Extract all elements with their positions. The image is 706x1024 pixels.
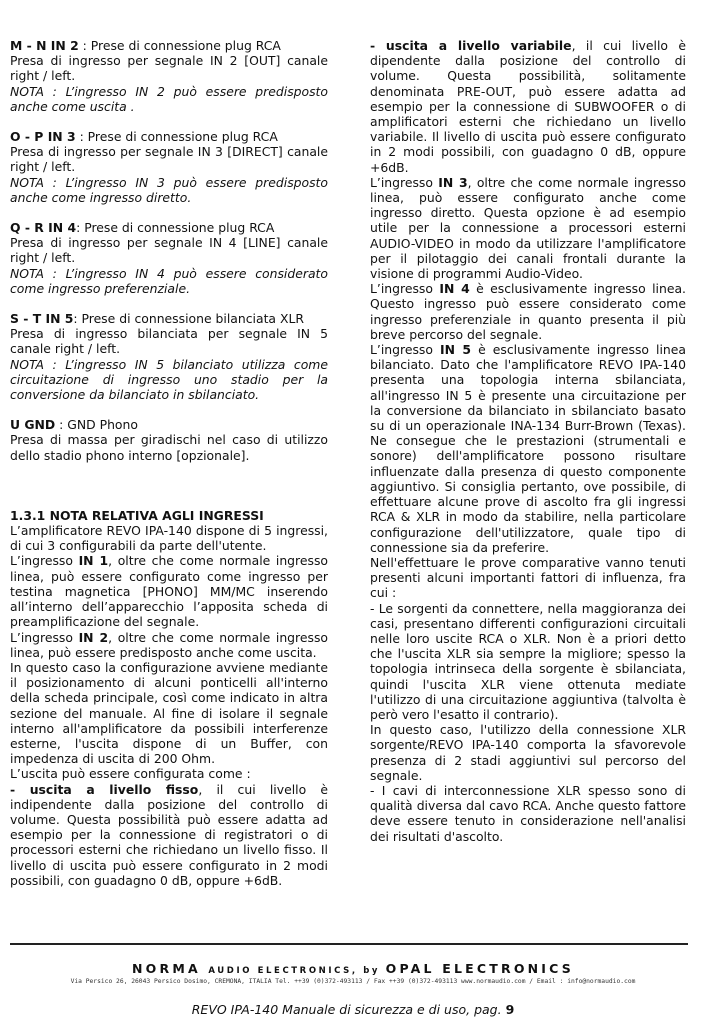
paragraph-in3 xyxy=(370,175,686,281)
paragraph-compare: Nell'effettuare le prove comparative vanno tenuti presenti alcuni importanti fattori di influenza, fra cui : xyxy=(370,554,686,601)
text-run: L’ingresso xyxy=(10,553,79,569)
text-run: L’ingresso xyxy=(370,281,440,297)
connector-heading: : Prese di connessione plug RCA xyxy=(78,38,281,53)
connector-mn xyxy=(10,38,328,53)
brand-opal: OPAL ELECTRONICS xyxy=(385,961,574,976)
connector-qr xyxy=(10,220,328,235)
connector-note: NOTA : L’ingresso IN 2 può essere predisposto anche come uscita . xyxy=(10,83,328,114)
text-run: , oltre che come normale ingresso linea, può essere configurato come ingresso per testina magnetica [PHONO] MM/MC inserendo all’interno dell’apparecchio l’apposita scheda di preamplificazione del segnale. xyxy=(10,553,328,630)
text-run: è esclusivamente ingresso linea. Questo ingresso può essere considerato come ingresso preferenziale in quanto presenta il più breve percorso del segnale. xyxy=(370,281,686,342)
connector-code: S - T IN 5 xyxy=(10,311,74,327)
connector-note: NOTA : L’ingresso IN 4 può essere considerato come ingresso preferenziale. xyxy=(10,265,328,296)
connector-st xyxy=(10,311,328,326)
paragraph-bullet-cables: - I cavi di interconnessione XLR spesso sono di qualità diversa dal cavo RCA. Anche questo fattore deve essere tenuto in considerazione nell'analisi dei risultati d'ascolto. xyxy=(370,782,686,844)
connector-text: Presa di ingresso per segnale IN 3 [DIRECT] canale right / left. xyxy=(10,144,328,175)
right-column xyxy=(370,38,686,844)
left-column xyxy=(10,38,328,888)
output-mode-label: - uscita a livello fisso xyxy=(10,781,199,797)
brand-norma: NORMA xyxy=(132,961,209,976)
footer-address: Via Persico 26, 26043 Persico Dosimo, CREMONA, ITALIA Tel. ++39 (0)372-493113 / Fax ++39 (0)372-493113 www.normaudio.com / Email : info@normaudio.com xyxy=(70,978,636,985)
input-label: IN 2 xyxy=(78,629,109,645)
text-run: , il cui livello è dipendente dalla posizione del controllo di volume. Questa possibilità, solitamente denominata PRE-OUT, può essere adatta ad esempio per la connessione di SUBWOOFER o di amplificatori esterni che richiedano un livello variabile. Il livello di uscita può essere configurato in 2 modi possibili, con guadagno 0 dB, oppure +6dB. xyxy=(370,38,686,175)
paragraph-xlr-case: In questo caso, l'utilizzo della connessione XLR sorgente/REVO IPA-140 comporta la sfavorevole presenza di 2 stadi aggiuntivi sul percorso del segnale. xyxy=(370,722,686,783)
connector-code: O - P IN 3 xyxy=(10,129,76,145)
text-run: , oltre che come normale ingresso linea, può essere predisposto anche come uscita. xyxy=(10,629,328,660)
connector-text: Presa di ingresso per segnale IN 4 [LINE] canale right / left. xyxy=(10,235,328,266)
connector-heading: : Prese di connessione bilanciata XLR xyxy=(73,311,304,327)
connector-code: M - N IN 2 xyxy=(10,38,79,53)
paragraph-in4 xyxy=(370,281,686,342)
text-run: L’ingresso xyxy=(10,629,79,645)
paragraph-bullet-sources: - Le sorgenti da connettere, nella maggioranza dei casi, presentano differenti configurazioni circuitali nelle loro uscite RCA o XLR. Non è a priori detto che l'uscita XLR sia sempre la migliore; spesso la topologia intrinseca della sorgente è sbilanciata, quindi l'uscita XLR viene ottenuta mediate l'utilizzo di una circuitazione aggiuntiva (talvolta è però vero l'esatto il contrario). xyxy=(370,600,686,722)
connector-heading: : Prese di connessione plug RCA xyxy=(76,220,275,236)
connector-heading: : Prese di connessione plug RCA xyxy=(75,129,278,145)
text-run: L’ingresso xyxy=(370,342,440,358)
text-run: L’ingresso xyxy=(370,174,439,190)
paragraph-in2 xyxy=(10,630,328,660)
footer-brand xyxy=(0,961,706,976)
input-label: IN 3 xyxy=(438,174,468,190)
text-run: , oltre che come normale ingresso linea, può essere configurato anche come ingresso diretto. Questa opzione è ad esempio utile per la connessione a processori esterni AUDIO-VIDEO in modo da utilizzare l'amplificatore per il pilotaggio dei canali frontali durante la visione di programmi Audio-Video. xyxy=(370,174,686,282)
page-number: 9 xyxy=(505,1002,515,1017)
section-title: 1.3.1 NOTA RELATIVA AGLI INGRESSI xyxy=(10,507,264,523)
paragraph-intro: L’amplificatore REVO IPA-140 dispone di 5 ingressi, di cui 3 configurabili da parte dell'utente. xyxy=(10,523,328,554)
footer-page-line xyxy=(0,1002,706,1017)
text-run: è esclusivamente ingresso linea bilanciato. Dato che l'amplificatore REVO IPA-140 presenta una topologia interna sbilanciata, all'ingresso IN 5 è presente una circuitazione per la conversione da bilanciato in sbilanciato basato su di un operazionale INA-134 Burr-Brown (Texas). Ne consegue che le prestazioni (strumentali e sonore) dell'amplificatore possono risultare influenzate dalla presenza di questo componente aggiuntivo. Si consiglia pertanto, ove possibile, di effettuare alcune prove di ascolto fra gli ingressi RCA & XLR in modo da stabilire, nella particolare configurazione dell'utilizzatore, quale tipo di connessione sia da preferire. xyxy=(370,342,686,555)
output-mode-label: - uscita a livello variabile xyxy=(370,38,572,53)
paragraph-in1 xyxy=(10,553,328,629)
manual-title: REVO IPA-140 Manuale di sicurezza e di uso, pag. xyxy=(191,1002,506,1017)
connector-text: Presa di ingresso bilanciata per segnale IN 5 canale right / left. xyxy=(10,326,328,357)
text-run: , il cui livello è indipendente dalla posizione del controllo di volume. Questa possibilità può essere adatta ad esempio per la connessione di registratori o di processori esterni che richiedano un livello fisso. Il livello di uscita può essere configurato in 2 modi possibili, con guadagno 0 dB, oppure +6dB. xyxy=(10,781,328,888)
brand-audio-electronics: AUDIO ELECTRONICS, by xyxy=(208,966,386,976)
paragraph-in5 xyxy=(370,342,686,555)
connector-heading: : GND Phono xyxy=(55,417,138,433)
connector-code: U GND xyxy=(10,417,56,433)
input-label: IN 1 xyxy=(78,553,109,569)
connector-text: Presa di massa per giradischi nel caso di utilizzo dello stadio phono interno [opzionale]. xyxy=(10,432,328,463)
input-label: IN 4 xyxy=(439,281,470,297)
connector-text: Presa di ingresso per segnale IN 2 [OUT] canale right / left. xyxy=(10,53,328,84)
connector-note: NOTA : L’ingresso IN 5 bilanciato utilizza come circuitazione di ingresso uno stadio per la conversione da bilanciato in sbilanciato. xyxy=(10,356,328,403)
input-label: IN 5 xyxy=(440,342,472,358)
paragraph-output-config: L’uscita può essere configurata come : xyxy=(10,766,251,782)
footer-divider xyxy=(10,943,688,945)
paragraph-in2-config: In questo caso la configurazione avviene mediante il posizionamento di alcuni ponticelli all'interno della scheda principale, così come indicato in altra sezione del manuale. Al fine di isolare il segnale interno all'amplificatore da possibili interferenze esterne, l'uscita dispone di un Buffer, con impedenza di uscita di 200 Ohm. xyxy=(10,659,328,767)
paragraph-variable-output xyxy=(370,38,686,175)
connector-op xyxy=(10,129,328,144)
connector-note: NOTA : L’ingresso IN 3 può essere predisposto anche come ingresso diretto. xyxy=(10,174,328,205)
connector-code: Q - R IN 4 xyxy=(10,220,77,236)
connector-ugnd xyxy=(10,417,328,432)
paragraph-fixed-output xyxy=(10,782,328,888)
